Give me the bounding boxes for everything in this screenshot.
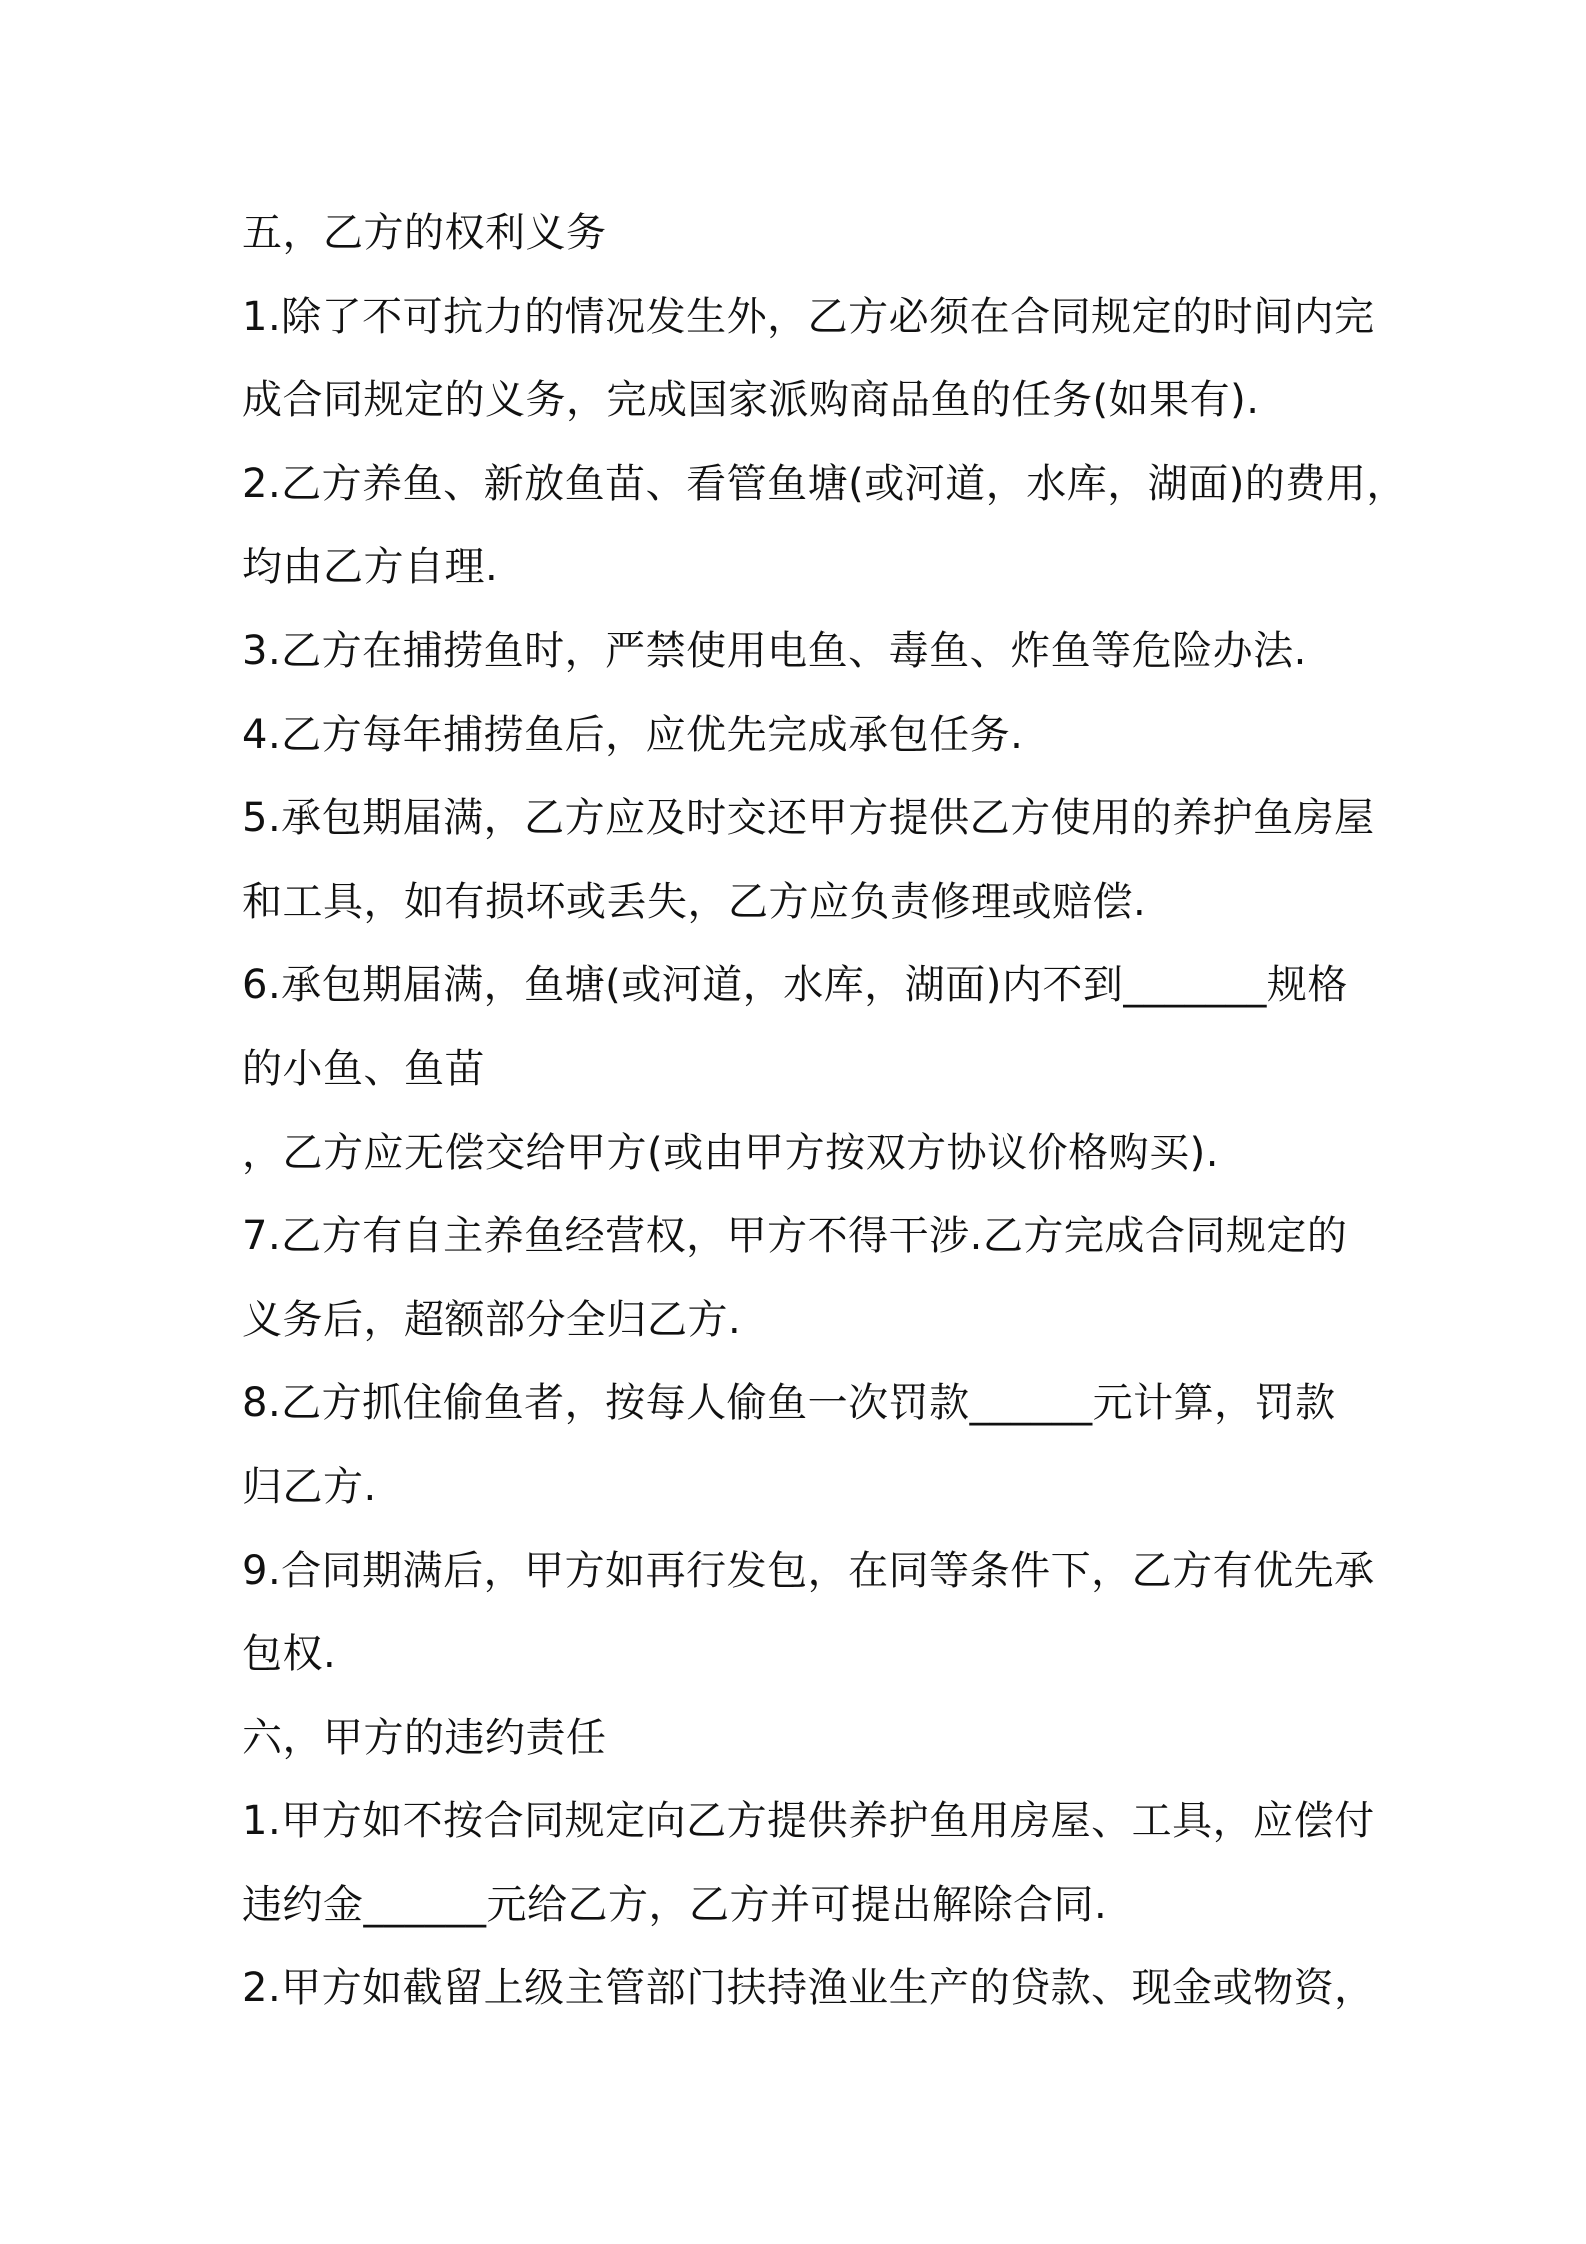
clause-7-line-2: 义务后，超额部分全归乙方. xyxy=(242,1296,742,1343)
document-body xyxy=(242,192,1407,2031)
clause-5-line-2: 和工具，如有损坏或丢失，乙方应负责修理或赔偿. xyxy=(242,878,1147,925)
clause-7-line-1: 7.乙方有自主养鱼经营权，甲方不得干涉.乙方完成合同规定的 xyxy=(242,1213,1348,1260)
clause-2-line-1: 2.乙方养鱼、新放鱼苗、看管鱼塘(或河道，水库，湖面)的费用， xyxy=(242,460,1407,507)
clause-6-line-2: 的小鱼、鱼苗 xyxy=(242,1045,485,1092)
clause-2-line-2: 均由乙方自理. xyxy=(242,544,499,591)
clause-9-line-1: 9.合同期满后，甲方如再行发包，在同等条件下，乙方有优先承 xyxy=(242,1547,1375,1594)
clause-6-line-3: ，乙方应无偿交给甲方(或由甲方按双方协议价格购买). xyxy=(242,1129,1219,1176)
clause-8-line-2: 归乙方. xyxy=(242,1463,377,1510)
clause-6-line-1: 6.承包期届满，鱼塘(或河道，水库，湖面)内不到_______规格 xyxy=(242,962,1348,1009)
clause-1-line-2: 成合同规定的义务，完成国家派购商品鱼的任务(如果有). xyxy=(242,377,1260,424)
clause-3: 3.乙方在捕捞鱼时，严禁使用电鱼、毒鱼、炸鱼等危险办法. xyxy=(242,627,1307,674)
clause-4: 4.乙方每年捕捞鱼后，应优先完成承包任务. xyxy=(242,711,1024,758)
clause-5-line-1: 5.承包期届满，乙方应及时交还甲方提供乙方使用的养护鱼房屋 xyxy=(242,795,1375,842)
liability-clause-1-line-1: 1.甲方如不按合同规定向乙方提供养护鱼用房屋、工具，应偿付 xyxy=(242,1798,1375,1845)
liability-clause-1-line-2: 违约金______元给乙方，乙方并可提出解除合同. xyxy=(242,1881,1108,1928)
clause-1-line-1: 1.除了不可抗力的情况发生外，乙方必须在合同规定的时间内完 xyxy=(242,293,1375,340)
clause-8-line-1: 8.乙方抓住偷鱼者，按每人偷鱼一次罚款______元计算，罚款 xyxy=(242,1380,1336,1427)
clause-9-line-2: 包权. xyxy=(242,1631,337,1678)
liability-clause-2-line-1: 2.甲方如截留上级主管部门扶持渔业生产的贷款、现金或物资， xyxy=(242,1965,1375,2012)
section-heading-party-a-liability: 六，甲方的违约责任 xyxy=(242,1714,607,1761)
section-heading-party-b-rights: 五，乙方的权利义务 xyxy=(242,210,607,256)
